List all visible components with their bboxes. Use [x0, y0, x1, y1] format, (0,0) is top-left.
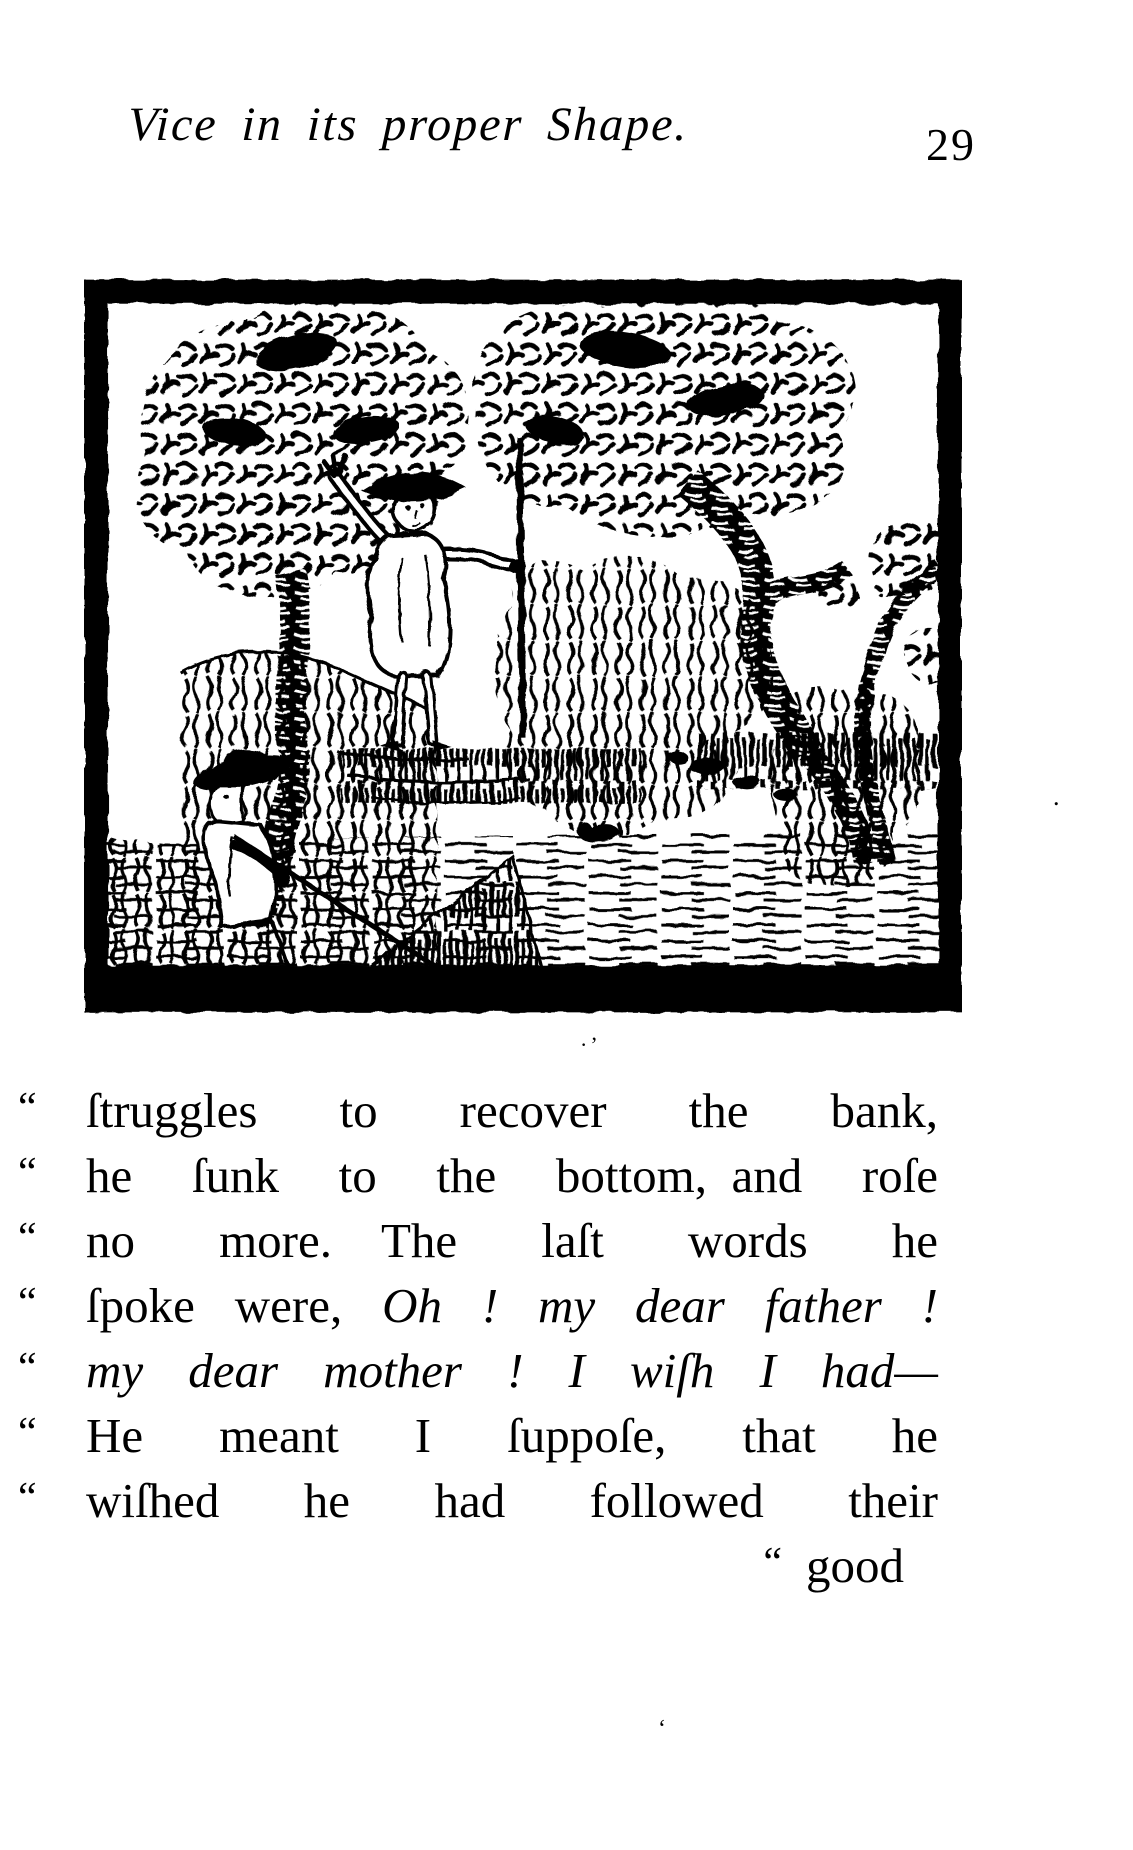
- text-block: [18, 1078, 938, 1598]
- woodcut-illustration: [84, 278, 962, 1014]
- line-text: my dear mother ! I wiſh I had—: [86, 1343, 938, 1398]
- quote-mark: “: [18, 1345, 35, 1391]
- line-text: no more. The laſt words he: [86, 1213, 938, 1268]
- ink-speck: ‘: [658, 1716, 666, 1742]
- quote-mark: “: [763, 1540, 780, 1586]
- text-line: [18, 1143, 938, 1208]
- quote-mark: “: [18, 1410, 35, 1456]
- line-text: He meant I ſuppoſe, that he: [86, 1408, 938, 1463]
- text-line: [18, 1078, 938, 1143]
- ink-speck: ·’: [580, 1032, 601, 1057]
- woodcut-drawing: [100, 286, 946, 995]
- text-line: [18, 1403, 938, 1468]
- line-text: ſpoke were, Oh ! my dear father !: [86, 1278, 938, 1333]
- text-line: [18, 1208, 938, 1273]
- quote-mark: “: [18, 1475, 35, 1521]
- line-text: he ſunk to the bottom, and roſe: [86, 1148, 938, 1203]
- quote-mark: “: [18, 1150, 35, 1196]
- text-line: [18, 1338, 938, 1403]
- quote-mark: “: [18, 1215, 35, 1261]
- running-title: Vice in its proper Shape.: [127, 98, 690, 151]
- quote-mark: “: [18, 1280, 35, 1326]
- text-line: [18, 1273, 938, 1338]
- ink-speck: .: [1053, 782, 1060, 811]
- catchword: good: [806, 1538, 904, 1593]
- page-number: 29: [926, 119, 976, 170]
- catchword-line: [18, 1533, 938, 1598]
- line-text: ſtruggles to recover the bank,: [86, 1083, 938, 1138]
- quote-mark: “: [18, 1085, 35, 1131]
- line-text: wiſhed he had followed their: [86, 1473, 938, 1528]
- text-line: [18, 1468, 938, 1533]
